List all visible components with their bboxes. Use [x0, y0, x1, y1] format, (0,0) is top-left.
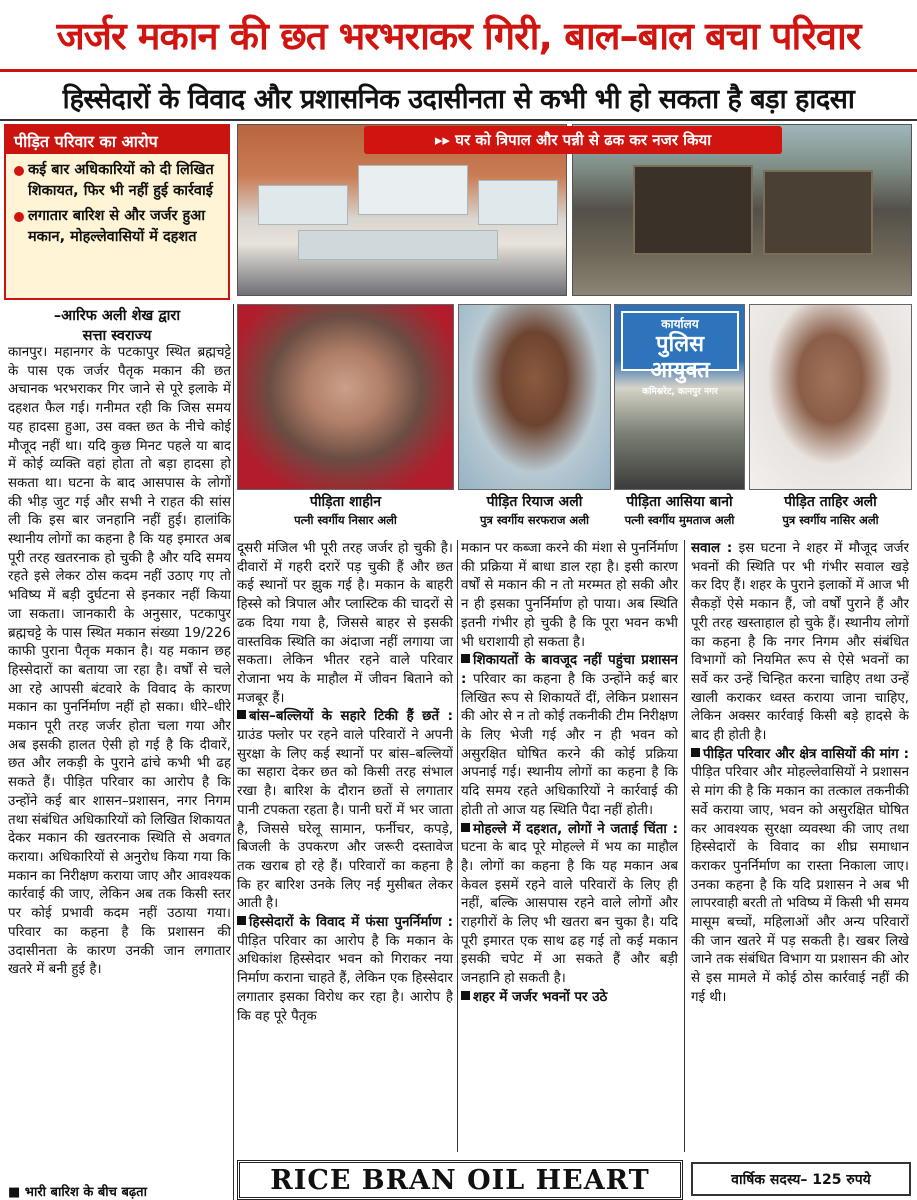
article-text: मकान पर कब्जा करने की मंशा से पुनर्निर्माण की प्रक्रिया में बाधा डाल रहा है। इसी कारण वर्षों से मकान की न तो मरम्मत हो सकी और न ही इसका पुनर्निर्माण हो पाया। अब स्थिति इतनी गंभीर हो चुकी है कि पूरा भवन कभी भी धराशायी हो सकता है। — [461, 541, 678, 650]
caption-name: पीड़ित ताहिर अली — [784, 494, 877, 510]
byline-author: –आरिफ अली शेख द्वारा — [53, 308, 181, 324]
column-rule — [233, 304, 234, 1200]
article-text: पीड़ित परिवार का आरोप है कि मकान के अधिकांश हिस्सेदार भवन को गिराकर नया निर्माण कराना चाहते हैं, लेकिन एक हिस्सेदार लगातार इसका विरोध कर रहा है। आरोप है कि वह पूरे पैतृक — [237, 933, 453, 1024]
next-subheading: ■ भारी बारिश के बीच बढ़ता — [8, 1185, 147, 1200]
allegation-sidebar — [4, 124, 230, 300]
byline-publication: सत्ता स्वराज्य — [82, 328, 152, 344]
caption-name: पीड़िता आसिया बानो — [626, 494, 733, 510]
article-text: घटना के बाद पूरे मोहल्ले में भय का माहौल है। लोगों का कहना है कि यह मकान अब केवल इसमें रहने वाले परिवारों के लिए ही नहीं, बल्कि आसपास रहने वाले लोगों और राहगीरों के लिए भी खतरा बन चुका है। यदि पूरी इमारत एक साथ ढह गई तो कई मकान इसकी चपेट में आ सकते हैं और बड़ी जनहानि हो सकती है। — [461, 840, 678, 987]
photo-victim-riyaz-ali — [458, 304, 611, 490]
subheading: बांस–बल्लियों के सहारे टिकी हैं छतें : — [249, 709, 453, 725]
caption — [458, 492, 611, 536]
photo-victim-asiya-bano — [614, 304, 745, 490]
article-text: दूसरी मंजिल भी पूरी तरह जर्जर हो चुकी है। दीवारों में गहरी दरारें पड़ चुकी हैं और छत कई स्थानों पर झुक गई है। मकान के बाहरी हिस्से को त्रिपाल और प्लास्टिक की चादरों से ढक दिया गया है, जिससे बाहर से इसकी वास्तविक स्थिति का अंदाजा नहीं लगाया जा सकता। लेकिन भीतर रहने वाले परिवार रोजाना भय के माहौल में जीवन बिताने को मजबूर हैं। — [237, 541, 453, 706]
byline — [4, 306, 230, 346]
advertisement — [237, 1160, 683, 1200]
caption — [237, 492, 454, 536]
photo-victim-shaheen — [237, 304, 454, 490]
sidebar-item: लगातार बारिश से और जर्जर हुआ मकान, मोहल्लेवासियों में दहशत — [12, 206, 222, 248]
caption-name: पीड़ित रियाज अली — [486, 494, 583, 510]
subheading: शहर में जर्जर भवनों पर उठे — [473, 989, 608, 1005]
sidebar-item: कई बार अधिकारियों को दी लिखित शिकायत, फिर भी नहीं हुई कार्रवाई — [12, 160, 222, 202]
caption — [749, 492, 912, 536]
caption-relation: पत्नी स्वर्गीय मुमताज अली — [624, 513, 735, 527]
subheading: हिस्सेदारों के विवाद में फंसा पुनर्निर्माण : — [249, 915, 453, 931]
column-rule — [684, 540, 685, 1152]
article-text: ग्राउंड फ्लोर पर रहने वाले परिवारों ने अपनी सुरक्षा के लिए कई स्थानों पर बांस–बल्लियों का सहारा देकर छत को किसी तरह संभाल रखा है। बारिश के दौरान छतों से लगातार पानी टपकता रहता है। पानी घरों में भर जाता है, जिससे घरेलू सामान, फर्नीचर, कपड़े, बिजली के उपकरण और जरूरी दस्तावेज तक खराब हो रहे हैं। परिवारों का कहना है कि हर बारिश उनके लिए नई मुसीबत लेकर आती है। — [237, 728, 453, 912]
article-column-3 — [461, 540, 678, 1152]
headline-bar — [0, 0, 917, 72]
caption-name: पीड़िता शाहीन — [309, 494, 382, 510]
article-text: पीड़ित परिवार और मोहल्लेवासियों ने प्रशासन से मांग की है कि मकान का तत्काल तकनीकी सर्वे कराया जाए, भवन को असुरक्षित घोषित कर आवश्यक सुरक्षा व्यवस्था की जाए तथा हिस्सेदारों के विवाद का शीघ्र समाधान कराकर पुनर्निर्माण का रास्ता निकाला जाए। उनका कहना है कि यदि प्रशासन ने अब भी लापरवाही बरती तो भविष्य में किसी भी समय मासूम बच्चों, महिलाओं और अन्य परिवारों की जान खतरे में पड़ सकती है। खबर लिखे जाने तक संबंधित विभाग या प्रशासन की ओर से इस मामले में कोई ठोस कार्रवाई नहीं की गई थी। — [691, 765, 909, 1005]
police-commissioner-sign: कार्यालय पुलिस आयुक्त कमिश्नरेट, कानपुर नगर — [621, 311, 739, 371]
caption-relation: पुत्र स्वर्गीय नासिर अली — [782, 513, 879, 527]
article-column-1 — [8, 344, 231, 1170]
membership-box: वार्षिक सदस्य– 125 रुपये — [691, 1162, 911, 1196]
ad-text: RICE BRAN OIL HEART — [270, 1164, 650, 1196]
article-column-2 — [237, 540, 453, 1168]
photo-victim-tahir-ali — [749, 304, 912, 490]
sidebar-list — [6, 154, 228, 248]
article-text: परिवार का कहना है कि उन्होंने कई बार लिखित रूप से शिकायतें दीं, लेकिन प्रशासन की ओर से न तो कोई तकनीकी टीम निरीक्षण के लिए भेजी गई और न ही भवन को असुरक्षित घोषित करने की कोई प्रक्रिया अपनाई गई। स्थानीय लोगों का कहना है कि यदि समय रहते अधिकारियों ने कार्रवाई की होती तो आज यह स्थिति पैदा नहीं होती। — [461, 671, 678, 818]
article-column-4 — [691, 540, 909, 1152]
caption-relation: पुत्र स्वर्गीय सरफराज अली — [479, 513, 589, 527]
column-rule — [457, 540, 458, 1152]
photo-banner: ▸▸ घर को त्रिपाल और पन्नी से ढक कर नजर किया — [364, 126, 782, 154]
subheadline-bar — [0, 75, 917, 121]
article-text: इस घटना ने शहर में मौजूद जर्जर भवनों की स्थिति पर भी गंभीर सवाल खड़े कर दिए हैं। शहर के पुराने इलाकों में आज भी सैकड़ों ऐसे मकान हैं, जो वर्षों पुराने हैं और पूरी तरह खस्ताहाल हो चुके हैं। स्थानीय लोगों का कहना है कि नगर निगम और संबंधित विभागों को नियमित रूप से ऐसे भवनों का सर्वे कर उन्हें चिन्हित करना चाहिए तथा उन्हें खाली कराकर ध्वस्त कराया जाना चाहिए, लेकिन अक्सर कार्रवाई किसी बड़े हादसे के बाद ही होती है। — [691, 541, 909, 744]
subheadline: हिस्सेदारों के विवाद और प्रशासनिक उदासीनता से कभी भी हो सकता है बड़ा हादसा — [62, 83, 855, 115]
caption — [614, 492, 745, 536]
subheading: सवाल : — [691, 541, 733, 556]
subheading: शिकायतों के बावजूद नहीं पहुंचा प्रशासन : — [461, 653, 678, 687]
article-text: कानपुर। महानगर के पटकापुर स्थित ब्रह्मचट्टे के पास एक जर्जर पैतृक मकान की छत अचानक भरभराकर गिर जाने से पूरे इलाके में दहशत फैल गई। गनीमत रही कि जिस समय यह हादसा हुआ, उस वक्त छत के नीचे कोई मौजूद नहीं था। यदि कुछ मिनट पहले या बाद में कोई व्यक्ति वहां होता तो बड़ा हादसा हो सकता था। घटना के बाद आसपास के लोगों की भीड़ जुट गई और सभी ने राहत की सांस ली कि इस बार जनहानि नहीं हुई। हालांकि स्थानीय लोगों का कहना है कि यह इमारत अब पूरी तरह खतरनाक हो चुकी है और यदि समय रहते इसे लेकर ठोस कदम नहीं उठाए गए तो भविष्य में बड़ी दुर्घटना से इनकार नहीं किया जा सकता। जानकारी के अनुसार, पटकापुर ब्रह्मचट्टे के पास स्थित मकान संख्या 19/226 काफी पुराना पैतृक मकान है। यह मकान छह हिस्सेदारों का बताया जा रहा है। वर्षों से चले आ रहे आपसी बंटवारे के विवाद के कारण मकान का पुनर्निर्माण नहीं हो सका। धीरे–धीरे मकान पूरी तरह जर्जर होता चला गया और अब इसकी हालत ऐसी हो गई है कि दीवारें, छत और लकड़ी के पुराने ढांचे कभी भी ढह सकते हैं। पीड़ित परिवार का आरोप है कि उन्होंने कई बार शासन–प्रशासन, नगर निगम तथा संबंधित अधिकारियों को लिखित शिकायत देकर मकान की खतरनाक स्थिति से अवगत कराया। अधिकारियों से अनुरोध किया गया कि मकान का निरीक्षण कराया जाए और आवश्यक कार्रवाई की जाए, लेकिन अब तक किसी स्तर पर कोई प्रभावी कदम नहीं उठाया गया। परिवार का कहना है कि प्रशासन की उदासीनता के कारण उनकी जान लगातार खतरे में बनी हुई है। — [8, 345, 231, 978]
headline: जर्जर मकान की छत भरभराकर गिरी, बाल–बाल बचा परिवार — [56, 13, 861, 58]
subheading: पीड़ित परिवार और क्षेत्र वासियों की मांग : — [703, 746, 909, 762]
sidebar-title: पीड़ित परिवार का आरोप — [6, 126, 228, 154]
caption-relation: पत्नी स्वर्गीय निसार अली — [294, 513, 397, 527]
subheading: मोहल्ले में दहशत, लोगों ने जताई चिंता : — [473, 821, 678, 837]
